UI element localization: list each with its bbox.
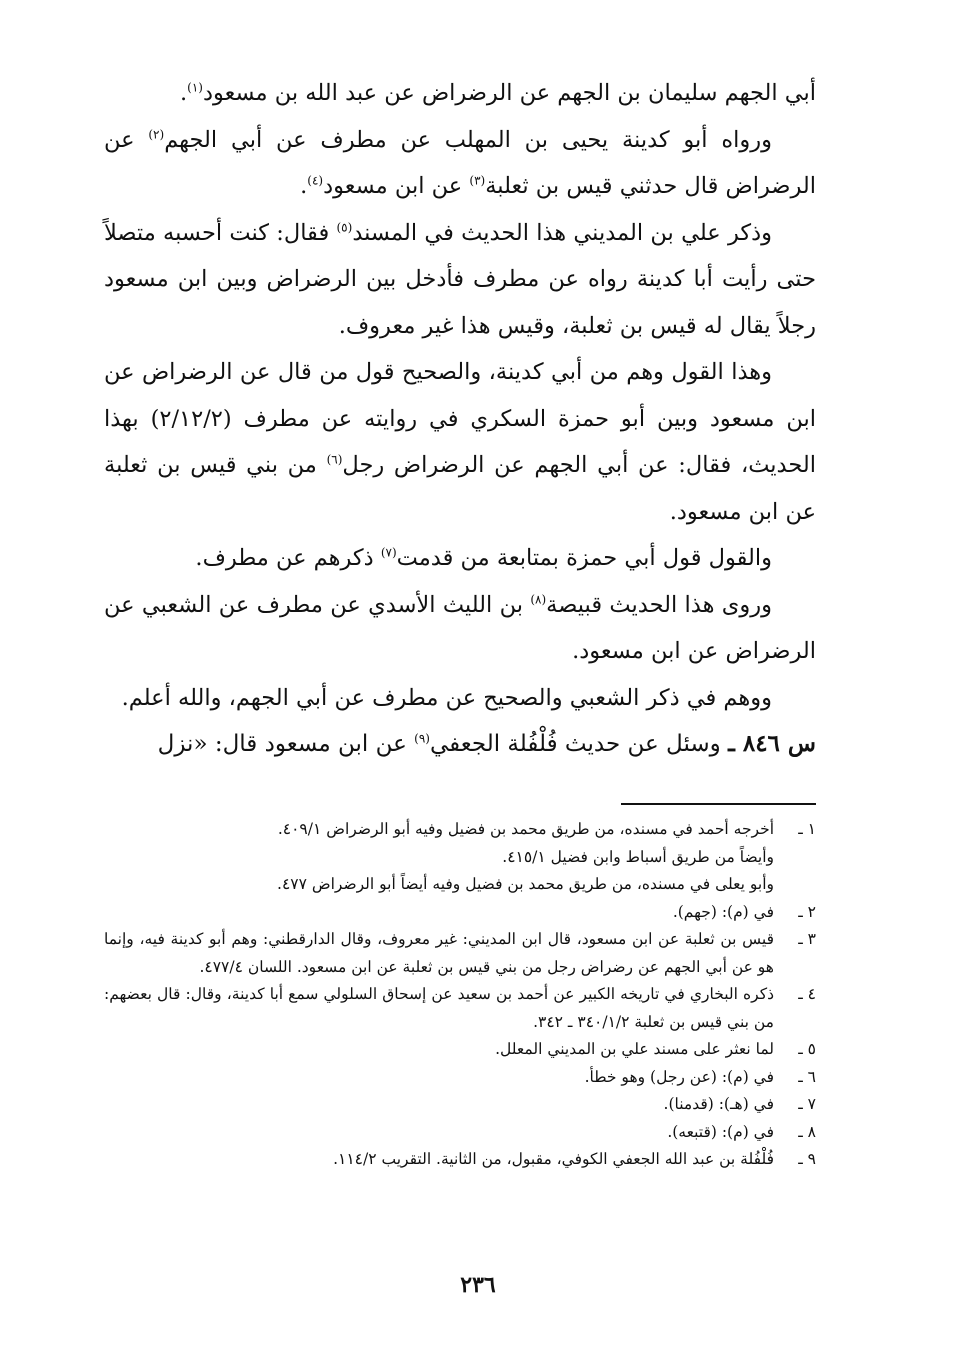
paragraph-6	[104, 582, 816, 675]
paragraph-2-text-c: عن ابن مسعود	[323, 173, 470, 199]
footnote-item	[104, 1091, 816, 1119]
footnote-item	[104, 844, 816, 872]
footnote-number: ٦ ـ	[798, 1067, 816, 1086]
footnote-ref-4: (٤)	[307, 173, 324, 188]
footnote-text: وأبو يعلى في مسنده، من طريق محمد بن فضيل وفيه أيضاً أبو الرضراض ٤٧٧.	[277, 875, 774, 893]
paragraph-1	[104, 70, 816, 117]
footnote-item	[104, 1036, 816, 1064]
paragraph-6-text-a: وروى هذا الحديث قبيصة	[546, 591, 773, 618]
footnote-number: ٥ ـ	[798, 1040, 816, 1058]
paragraph-2-end: .	[300, 173, 308, 199]
paragraph-8-text-b: عن ابن مسعود قال: «نزل	[157, 731, 415, 757]
footnote-text: في (هـ): (قدمنا).	[663, 1095, 774, 1113]
footnote-separator	[621, 803, 816, 805]
paragraph-3-text-a: وذكر علي بن المديني هذا الحديث في المسند	[352, 219, 773, 246]
footnote-number: ٤ ـ	[798, 985, 816, 1003]
page-number: ٢٣٦	[460, 1272, 496, 1298]
paragraph-3-text-b: فقال: كنت أحسبه متصلاً حتى رأيت أبا كدينة رواه عن مطرف فأدخل بين الرضراض وبين ابن مسعود رجلاً يقال له قيس بن ثعلبة، وقيس هذا غير معروف.	[104, 219, 816, 339]
footnote-text: لما نعثر على مسند علي بن المديني المعلل.	[495, 1040, 774, 1058]
footnote-item	[104, 1119, 816, 1147]
footnote-ref-7: (٧)	[380, 545, 397, 560]
main-text	[104, 70, 816, 768]
paragraph-6-text-b: بن الليث الأسدي عن مطرف عن الشعبي عن الرضراض عن ابن مسعود.	[104, 591, 816, 664]
paragraph-5-text-a: والقول قول أبي حمزة بمتابعة من قدمت	[396, 545, 772, 571]
paragraph-2	[104, 117, 816, 210]
footnote-number: ١ ـ	[798, 820, 816, 838]
paragraph-8	[104, 721, 816, 768]
footnote-number	[774, 871, 816, 899]
footnote-number: ٢ ـ	[798, 902, 816, 921]
footnote-number	[774, 844, 816, 872]
footnote-item	[104, 1146, 816, 1174]
paragraph-8-text-a: وسئل عن حديث فُلْفُلة الجعفي	[429, 731, 729, 757]
footnote-ref-5: (٥)	[336, 220, 353, 234]
question-label: س ٨٤٦ ـ	[728, 730, 816, 757]
footnote-ref-8: (٨)	[530, 592, 547, 606]
footnote-text: فُلْفُلة بن عبد الله الجعفي الكوفي، مقبول، من الثانية. التقريب ١١٤/٢.	[333, 1150, 774, 1168]
footnote-text: في (م): (عن رجل) وهو خطأ.	[584, 1067, 774, 1086]
footnote-text: في (م): (جهم).	[672, 902, 774, 921]
footnote-text: ذكره البخاري في تاريخه الكبير عن أحمد بن سعيد عن إسحاق السلولي سمع أبا كدينة، وقال: قال بعضهم: من بني قيس بن ثعلبة ٣٤٠/١/٢ ـ ٣٤٢.	[104, 985, 774, 1031]
footnote-item	[104, 899, 816, 927]
paragraph-5	[104, 535, 816, 582]
paragraph-1-end: .	[180, 80, 188, 106]
footnote-item	[104, 981, 816, 1036]
footnote-number: ٨ ـ	[798, 1122, 816, 1141]
footnote-number: ٧ ـ	[798, 1095, 816, 1113]
paragraph-4	[104, 349, 816, 535]
footnote-text: في (م): (قتبعه).	[667, 1122, 774, 1141]
footnote-item	[104, 1064, 816, 1092]
footnote-number: ٣ ـ	[798, 930, 816, 948]
footnote-ref-6: (٦)	[326, 452, 343, 467]
paragraph-2-text-b: عن الرضراض قال حدثني قيس بن ثعلبة	[104, 126, 816, 199]
paragraph-7: ووهم في ذكر الشعبي والصحيح عن مطرف عن أبي الجهم، والله أعلم.	[121, 684, 772, 711]
footnote-ref-2: (٢)	[148, 127, 165, 141]
footnote-number: ٩ ـ	[798, 1150, 816, 1168]
paragraph-3	[104, 210, 816, 350]
footnote-item	[104, 816, 816, 844]
footnotes	[104, 816, 816, 1174]
footnote-ref-3: (٣)	[469, 173, 486, 188]
paragraph-5-text-b: ذكرهم عن مطرف.	[195, 545, 381, 571]
footnote-text: أخرجه أحمد في مسنده، من طريق محمد بن فضيل وفيه أبو الرضراض ٤٠٩/١.	[277, 820, 774, 838]
footnote-ref-9: (٩)	[414, 731, 430, 746]
footnote-text: وأيضاً من طريق أسباط وابن فضيل ٤١٥/١.	[502, 847, 774, 866]
footnote-text: قيس بن ثعلبة عن ابن مسعود، قال ابن المديني: غير معروف، وقال الدارقطني: وهم أبو كدينة فيه، وإنما هو عن أبي الجهم عن رضراض رجل من بني قيس بن ثعلبة عن ابن مسعود. اللسان ٤٧٧/٤.	[104, 930, 775, 976]
paragraph-2-text-a: ورواه أبو كدينة يحيى بن المهلب عن مطرف عن أبي الجهم	[164, 126, 772, 153]
paragraph-4-text-b: من بني قيس بن ثعلبة عن ابن مسعود.	[104, 452, 816, 525]
paragraph-1-text: أبي الجهم سليمان بن الجهم عن الرضراض عن عبد الله بن مسعود	[202, 80, 816, 106]
footnote-ref-1: (١)	[187, 80, 203, 95]
footnote-item	[104, 926, 816, 981]
paragraph-4-text-a: وهذا القول وهم من أبي كدينة، والصحيح قول من قال عن الرضراض عن ابن مسعود وبين أبو حمزة السكري في روايته عن مطرف (٢/١٢/٢) بهذا الحديث، فقال: عن أبي الجهم عن الرضراض رجل	[104, 359, 817, 478]
footnote-item	[104, 871, 816, 899]
